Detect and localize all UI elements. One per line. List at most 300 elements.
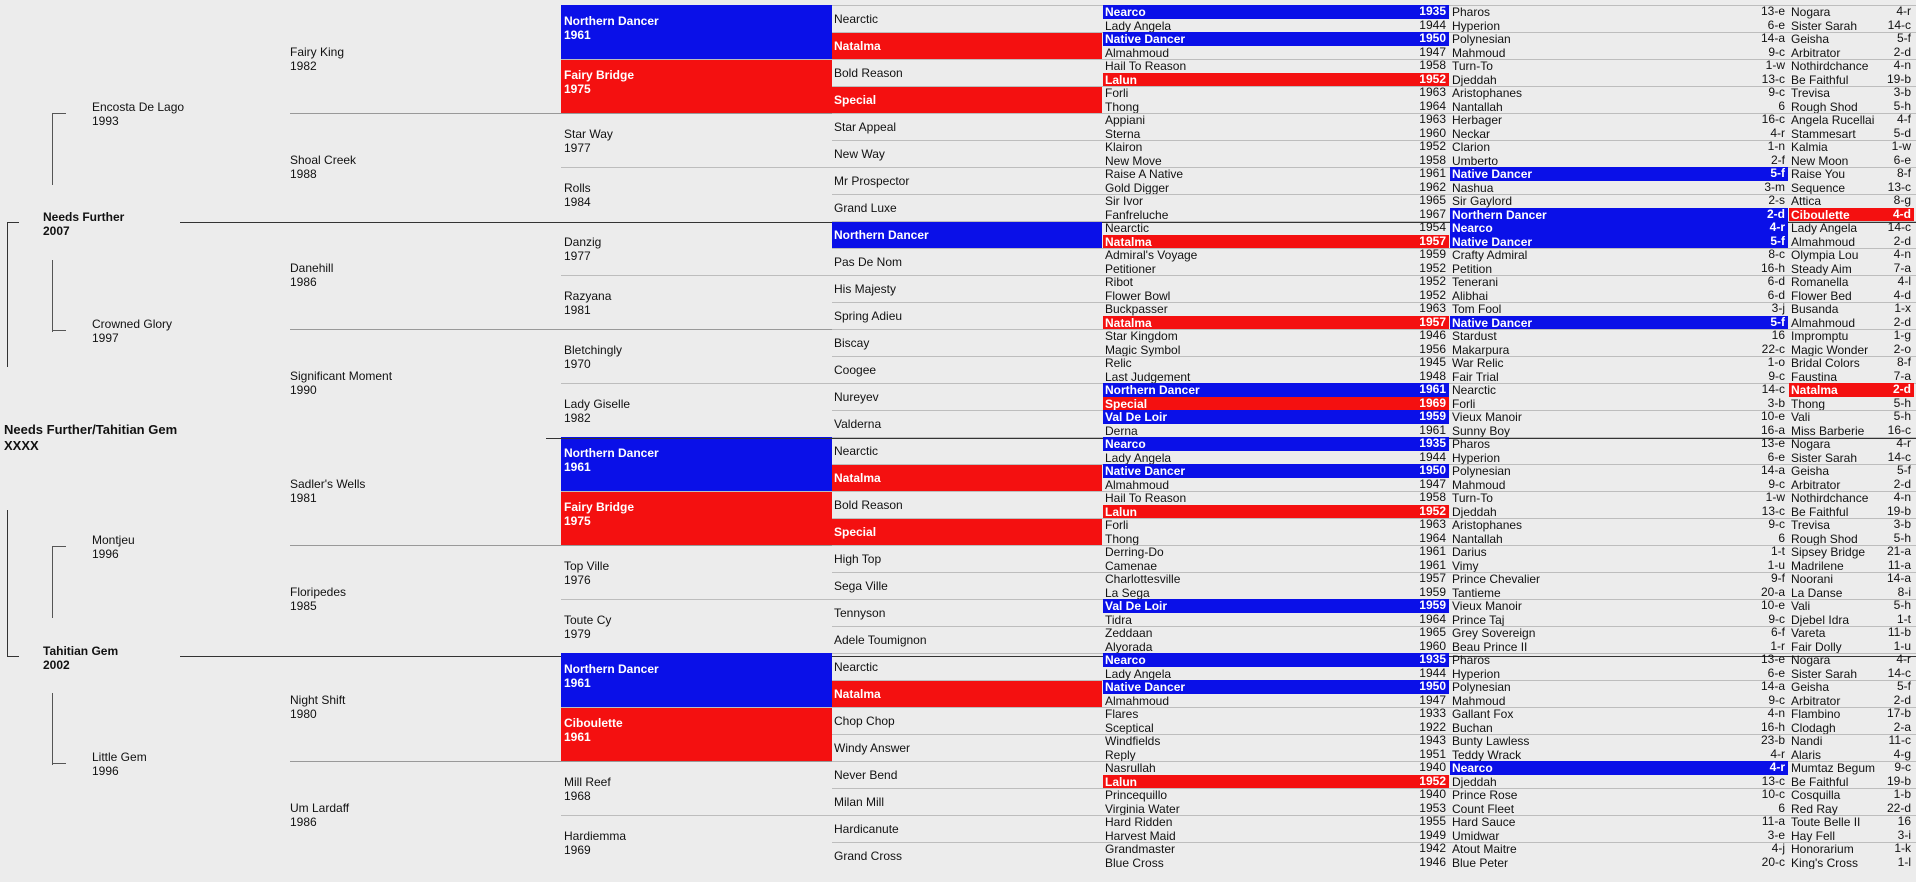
gen5-horse[interactable]: Tennyson — [834, 606, 886, 620]
horse-year: 1933 — [1419, 707, 1446, 720]
horse-name: Forli — [1105, 86, 1129, 100]
gen8-horse[interactable] — [1789, 721, 1914, 735]
gen5-horse[interactable]: Nearctic — [834, 444, 879, 458]
gen7-horse[interactable] — [1450, 545, 1788, 559]
gen7-horse[interactable] — [1450, 397, 1788, 411]
gen7-horse[interactable] — [1450, 572, 1788, 586]
gen8-horse[interactable] — [1789, 505, 1914, 519]
gen7-horse[interactable] — [1450, 640, 1788, 654]
gen8-horse[interactable] — [1789, 653, 1914, 667]
horse-name: Mahmoud — [1452, 693, 1506, 707]
gen5-horse[interactable]: Windy Answer — [834, 741, 911, 755]
gen7-horse[interactable] — [1450, 829, 1788, 843]
gen6-horse[interactable] — [1103, 478, 1449, 492]
gen6-horse[interactable] — [1103, 343, 1449, 357]
gen6-horse[interactable] — [1103, 302, 1449, 316]
gen3-horse[interactable] — [287, 153, 537, 183]
horse-name: Bletchingly — [564, 343, 623, 357]
gen2-horse[interactable] — [89, 533, 229, 563]
horse-name: Turn-To — [1452, 59, 1493, 73]
gen6-horse[interactable] — [1103, 788, 1449, 802]
gen7-horse[interactable] — [1450, 370, 1788, 384]
gen8-horse[interactable] — [1789, 586, 1914, 600]
gen7-horse[interactable] — [1450, 707, 1788, 721]
gen6-horse[interactable] — [1103, 464, 1449, 478]
gen7-horse[interactable] — [1450, 221, 1788, 235]
gen4-horse[interactable] — [561, 275, 832, 329]
gen7-horse[interactable] — [1450, 194, 1788, 208]
gen7-horse[interactable] — [1450, 113, 1788, 127]
horse-name: Djeddah — [1452, 774, 1497, 788]
gen6-horse[interactable] — [1103, 815, 1449, 829]
gen7-horse[interactable] — [1450, 464, 1788, 478]
gen7-horse[interactable] — [1450, 289, 1788, 303]
gen6-horse[interactable] — [1103, 383, 1449, 397]
gen4-horse[interactable] — [561, 113, 832, 167]
gen5-horse[interactable]: New Way — [834, 147, 885, 161]
gen8-horse[interactable] — [1789, 842, 1914, 856]
gen7-horse[interactable] — [1450, 680, 1788, 694]
gen4-horse[interactable] — [561, 221, 832, 275]
gen8-horse[interactable] — [1789, 86, 1914, 100]
gen5-horse[interactable]: Grand Cross — [834, 849, 903, 863]
gen6-horse[interactable] — [1103, 370, 1449, 384]
gen8-horse[interactable] — [1789, 329, 1914, 343]
gen6-horse[interactable] — [1103, 194, 1449, 208]
family-number: 5-f — [1896, 32, 1911, 45]
gen7-horse[interactable] — [1450, 235, 1788, 249]
gen7-horse[interactable] — [1450, 842, 1788, 856]
gen7-horse[interactable] — [1450, 167, 1788, 181]
gen5-horse[interactable]: Nearctic — [834, 660, 879, 674]
gen7-horse[interactable] — [1450, 451, 1788, 465]
gen6-horse[interactable] — [1103, 640, 1449, 654]
gen7-horse[interactable] — [1450, 73, 1788, 87]
gen8-horse[interactable] — [1789, 140, 1914, 154]
gen5-horse[interactable]: Nureyev — [834, 390, 879, 404]
gen6-horse[interactable] — [1103, 613, 1449, 627]
horse-name: Nearco — [1105, 5, 1146, 19]
gen8-horse[interactable] — [1789, 397, 1914, 411]
gen4-horse[interactable] — [561, 383, 832, 437]
gen8-horse[interactable] — [1789, 707, 1914, 721]
gen8-horse[interactable] — [1789, 748, 1914, 762]
gen7-horse[interactable] — [1450, 424, 1788, 438]
gen5-horse[interactable]: Biscay — [834, 336, 870, 350]
gen5-horse[interactable]: Valderna — [834, 417, 882, 431]
gen8-horse[interactable] — [1789, 248, 1914, 262]
gen5-horse[interactable]: Milan Mill — [834, 795, 885, 809]
gen6-horse[interactable] — [1103, 46, 1449, 60]
gen7-horse[interactable] — [1450, 154, 1788, 168]
gen7-horse[interactable] — [1450, 532, 1788, 546]
gen6-horse[interactable] — [1103, 599, 1449, 613]
gen5-horse[interactable]: Bold Reason — [834, 66, 903, 80]
gen7-horse[interactable] — [1450, 505, 1788, 519]
bracket-line — [52, 546, 66, 547]
gen6-horse[interactable] — [1103, 356, 1449, 370]
horse-name: Relic — [1105, 356, 1132, 370]
gen5-horse[interactable]: Coogee — [834, 363, 877, 377]
gen8-horse[interactable] — [1789, 410, 1914, 424]
gen8-horse[interactable] — [1789, 518, 1914, 532]
gen7-horse[interactable] — [1450, 46, 1788, 60]
gen6-horse[interactable] — [1103, 86, 1449, 100]
gen5-horse[interactable]: Bold Reason — [834, 498, 903, 512]
gen7-horse[interactable] — [1450, 721, 1788, 735]
gen8-horse[interactable] — [1789, 451, 1914, 465]
gen2-horse[interactable] — [89, 750, 229, 780]
gen7-horse[interactable] — [1450, 734, 1788, 748]
family-number: 4-r — [1769, 221, 1785, 234]
horse-name: Northern Dancer — [1105, 383, 1200, 397]
family-number: 22-c — [1761, 342, 1785, 356]
gen8-horse[interactable] — [1789, 667, 1914, 681]
gen8-horse[interactable] — [1789, 154, 1914, 168]
family-number: 5-h — [1893, 599, 1911, 612]
gen5-horse[interactable]: Special — [832, 86, 1102, 113]
gen4-horse[interactable] — [561, 653, 832, 707]
gen5-horse[interactable]: Pas De Nom — [834, 255, 903, 269]
gen7-horse[interactable] — [1450, 856, 1788, 870]
gen7-horse[interactable] — [1450, 248, 1788, 262]
gen7-horse[interactable] — [1450, 5, 1788, 19]
gen6-horse[interactable] — [1103, 532, 1449, 546]
gen8-horse[interactable] — [1789, 829, 1914, 843]
gen4-horse[interactable] — [561, 599, 832, 653]
gen8-horse[interactable] — [1789, 680, 1914, 694]
gen6-horse[interactable] — [1103, 140, 1449, 154]
gen8-horse[interactable] — [1789, 775, 1914, 789]
horse-name: Beau Prince II — [1452, 639, 1528, 653]
gen4-horse[interactable] — [561, 5, 832, 59]
gen6-horse[interactable] — [1103, 221, 1449, 235]
horse-year: 1952 — [1419, 275, 1446, 288]
gen7-horse[interactable] — [1450, 599, 1788, 613]
gen8-horse[interactable] — [1789, 59, 1914, 73]
gen6-horse[interactable] — [1103, 694, 1449, 708]
gen6-horse[interactable] — [1103, 680, 1449, 694]
gen6-horse[interactable] — [1103, 572, 1449, 586]
gen8-horse[interactable] — [1789, 640, 1914, 654]
gen7-horse[interactable] — [1450, 383, 1788, 397]
gen8-horse[interactable] — [1789, 289, 1914, 303]
gen7-horse[interactable] — [1450, 127, 1788, 141]
gen3-horse[interactable] — [287, 261, 537, 291]
gen8-horse[interactable] — [1789, 761, 1914, 775]
gen7-horse[interactable] — [1450, 613, 1788, 627]
gen4-horse[interactable] — [561, 815, 832, 869]
horse-name: Mumtaz Begum — [1791, 761, 1876, 775]
gen6-horse[interactable] — [1103, 32, 1449, 46]
gen6-horse[interactable] — [1103, 842, 1449, 856]
gen7-horse[interactable] — [1450, 302, 1788, 316]
gen7-horse[interactable] — [1450, 343, 1788, 357]
gen8-horse[interactable] — [1789, 100, 1914, 114]
gen6-horse[interactable] — [1103, 518, 1449, 532]
gen6-horse[interactable] — [1103, 59, 1449, 73]
horse-year: 1945 — [1419, 356, 1446, 369]
horse-name: Pharos — [1452, 653, 1491, 667]
gen7-horse[interactable] — [1450, 410, 1788, 424]
gen7-horse[interactable] — [1450, 140, 1788, 154]
gen3-horse[interactable] — [287, 693, 537, 723]
gen5-horse[interactable]: Grand Luxe — [834, 201, 897, 215]
horse-name: Lady Giselle — [564, 397, 631, 411]
gen7-horse[interactable] — [1450, 316, 1788, 330]
gen7-horse[interactable] — [1450, 775, 1788, 789]
family-number: 1-o — [1767, 356, 1785, 369]
gen3-horse[interactable] — [287, 45, 537, 75]
gen8-horse[interactable] — [1789, 694, 1914, 708]
gen8-horse[interactable] — [1789, 532, 1914, 546]
gen4-horse[interactable] — [561, 59, 832, 113]
family-number: 5-f — [1896, 680, 1911, 693]
gen7-horse[interactable] — [1450, 788, 1788, 802]
gen8-horse[interactable] — [1789, 113, 1914, 127]
gen7-horse[interactable] — [1450, 802, 1788, 816]
gen8-horse[interactable] — [1789, 127, 1914, 141]
horse-name: Vieux Manoir — [1452, 599, 1522, 613]
gen7-horse[interactable] — [1450, 491, 1788, 505]
gen5-horse[interactable]: Northern Dancer — [832, 221, 1102, 248]
gen5-horse[interactable]: High Top — [834, 552, 882, 566]
gen4-horse[interactable] — [561, 707, 832, 761]
gen3-horse[interactable] — [287, 801, 537, 831]
gen7-horse[interactable] — [1450, 100, 1788, 114]
horse-year: 1950 — [1419, 680, 1446, 693]
gen7-horse[interactable] — [1450, 59, 1788, 73]
gen7-horse[interactable] — [1450, 815, 1788, 829]
gen6-horse[interactable] — [1103, 545, 1449, 559]
gen6-horse[interactable] — [1103, 653, 1449, 667]
gen4-horse[interactable] — [561, 761, 832, 815]
gen5-horse[interactable]: Adele Toumignon — [834, 633, 927, 647]
gen8-horse[interactable] — [1789, 572, 1914, 586]
gen8-horse[interactable] — [1789, 46, 1914, 60]
gen7-horse[interactable] — [1450, 181, 1788, 195]
gen8-horse[interactable] — [1789, 491, 1914, 505]
gen6-horse[interactable] — [1103, 424, 1449, 438]
gen7-horse[interactable] — [1450, 262, 1788, 276]
gen8-horse[interactable] — [1789, 734, 1914, 748]
gen7-horse[interactable] — [1450, 559, 1788, 573]
gen7-horse[interactable] — [1450, 667, 1788, 681]
gen6-horse[interactable] — [1103, 410, 1449, 424]
gen6-horse[interactable] — [1103, 127, 1449, 141]
gen6-horse[interactable] — [1103, 491, 1449, 505]
gen8-horse[interactable] — [1789, 437, 1914, 451]
gen6-horse[interactable] — [1103, 397, 1449, 411]
gen7-horse[interactable] — [1450, 32, 1788, 46]
gen5-horse[interactable]: Star Appeal — [834, 120, 897, 134]
gen8-horse[interactable] — [1789, 559, 1914, 573]
gen8-horse[interactable] — [1789, 302, 1914, 316]
gen6-horse[interactable] — [1103, 316, 1449, 330]
gen6-horse[interactable] — [1103, 559, 1449, 573]
horse-name: Um Lardaff — [290, 801, 350, 815]
family-number: 1-t — [1896, 612, 1911, 626]
gen6-horse[interactable] — [1103, 856, 1449, 870]
gen8-horse[interactable] — [1789, 856, 1914, 870]
gen6-horse[interactable] — [1103, 5, 1449, 19]
gen6-horse[interactable] — [1103, 248, 1449, 262]
gen2-horse[interactable] — [89, 317, 229, 347]
family-number: 3-b — [1767, 396, 1785, 410]
gen6-horse[interactable] — [1103, 262, 1449, 276]
gen6-horse[interactable] — [1103, 667, 1449, 681]
gen7-horse[interactable] — [1450, 208, 1788, 222]
horse-name: Fairy King — [290, 45, 345, 59]
gen7-horse[interactable] — [1450, 356, 1788, 370]
horse-year: 1981 — [290, 491, 317, 505]
gen8-horse[interactable] — [1789, 181, 1914, 195]
gen7-horse[interactable] — [1450, 437, 1788, 451]
gen8-horse[interactable] — [1789, 73, 1914, 87]
horse-year: 1982 — [564, 411, 591, 425]
gen6-horse[interactable] — [1103, 113, 1449, 127]
gen6-horse[interactable] — [1103, 586, 1449, 600]
gen4-horse[interactable] — [561, 491, 832, 545]
gen8-horse[interactable] — [1789, 356, 1914, 370]
gen6-horse[interactable] — [1103, 707, 1449, 721]
gen8-horse[interactable] — [1789, 5, 1914, 19]
gen6-horse[interactable] — [1103, 19, 1449, 33]
gen6-horse[interactable] — [1103, 734, 1449, 748]
horse-year: 1984 — [564, 195, 591, 209]
gen8-horse[interactable] — [1789, 383, 1914, 397]
gen6-horse[interactable] — [1103, 208, 1449, 222]
gen6-horse[interactable] — [1103, 829, 1449, 843]
gen6-horse[interactable] — [1103, 802, 1449, 816]
horse-name: Olympia Lou — [1791, 248, 1859, 262]
gen8-horse[interactable] — [1789, 478, 1914, 492]
family-number: 4-r — [1896, 5, 1911, 18]
gen8-horse[interactable] — [1789, 221, 1914, 235]
gen6-horse[interactable] — [1103, 451, 1449, 465]
gen7-horse[interactable] — [1450, 761, 1788, 775]
gen8-horse[interactable] — [1789, 275, 1914, 289]
horse-name: Lady Angela — [1791, 221, 1858, 235]
gen7-horse[interactable] — [1450, 626, 1788, 640]
gen8-horse[interactable] — [1789, 167, 1914, 181]
horse-year: 1996 — [92, 547, 119, 561]
gen8-horse[interactable] — [1789, 316, 1914, 330]
gen8-horse[interactable] — [1789, 613, 1914, 627]
gen6-horse[interactable] — [1103, 437, 1449, 451]
gen6-horse[interactable] — [1103, 181, 1449, 195]
gen5-horse[interactable]: Hardicanute — [834, 822, 899, 836]
gen6-horse[interactable] — [1103, 775, 1449, 789]
gen1-horse[interactable] — [40, 210, 180, 240]
gen7-horse[interactable] — [1450, 329, 1788, 343]
gen6-horse[interactable] — [1103, 505, 1449, 519]
horse-name: Ciboulette — [564, 716, 623, 730]
family-number: 11-a — [1887, 558, 1911, 572]
gen7-horse[interactable] — [1450, 19, 1788, 33]
gen8-horse[interactable] — [1789, 32, 1914, 46]
gen8-horse[interactable] — [1789, 464, 1914, 478]
gen5-horse[interactable]: Spring Adieu — [834, 309, 903, 323]
gen7-horse[interactable] — [1450, 586, 1788, 600]
gen5-horse[interactable]: Natalma — [832, 32, 1102, 59]
family-number: 2-d — [1893, 477, 1911, 491]
gen8-horse[interactable] — [1789, 545, 1914, 559]
gen5-horse[interactable]: Nearctic — [834, 12, 879, 26]
gen6-horse[interactable] — [1103, 748, 1449, 762]
gen8-horse[interactable] — [1789, 424, 1914, 438]
gen8-horse[interactable] — [1789, 815, 1914, 829]
gen7-horse[interactable] — [1450, 748, 1788, 762]
subject-horse[interactable] — [4, 422, 204, 456]
gen6-horse[interactable] — [1103, 626, 1449, 640]
gen3-horse[interactable] — [287, 585, 537, 615]
gen6-horse[interactable] — [1103, 154, 1449, 168]
gen8-horse[interactable] — [1789, 208, 1914, 222]
gen5-horse[interactable]: Natalma — [832, 464, 1102, 491]
horse-year: 1979 — [564, 627, 591, 641]
gen8-horse[interactable] — [1789, 788, 1914, 802]
horse-year: 1986 — [290, 815, 317, 829]
gen6-horse[interactable] — [1103, 275, 1449, 289]
gen7-horse[interactable] — [1450, 275, 1788, 289]
gen7-horse[interactable] — [1450, 694, 1788, 708]
gen4-horse[interactable] — [561, 545, 832, 599]
gen6-horse[interactable] — [1103, 329, 1449, 343]
gen6-horse[interactable] — [1103, 73, 1449, 87]
gen8-horse[interactable] — [1789, 235, 1914, 249]
gen8-horse[interactable] — [1789, 802, 1914, 816]
gen5-horse[interactable]: Chop Chop — [834, 714, 895, 728]
gen6-horse[interactable] — [1103, 289, 1449, 303]
gen6-horse[interactable] — [1103, 167, 1449, 181]
gen8-horse[interactable] — [1789, 262, 1914, 276]
gen5-horse[interactable]: Natalma — [832, 680, 1102, 707]
gen8-horse[interactable] — [1789, 19, 1914, 33]
gen8-horse[interactable] — [1789, 626, 1914, 640]
gen4-horse[interactable] — [561, 167, 832, 221]
gen1-horse[interactable] — [40, 644, 180, 674]
gen8-horse[interactable] — [1789, 599, 1914, 613]
gen8-horse[interactable] — [1789, 343, 1914, 357]
gen7-horse[interactable] — [1450, 653, 1788, 667]
gen6-horse[interactable] — [1103, 235, 1449, 249]
horse-year: 1977 — [564, 141, 591, 155]
gen5-horse[interactable]: Never Bend — [834, 768, 898, 782]
gen2-horse[interactable] — [89, 100, 229, 130]
gen5-horse[interactable]: Sega Ville — [834, 579, 888, 593]
gen8-horse[interactable] — [1789, 194, 1914, 208]
family-number: 10-e — [1760, 410, 1785, 423]
horse-name: Lalun — [1105, 774, 1137, 788]
gen7-horse[interactable] — [1450, 478, 1788, 492]
gen6-horse[interactable] — [1103, 761, 1449, 775]
gen6-horse[interactable] — [1103, 721, 1449, 735]
gen5-horse[interactable]: Special — [832, 518, 1102, 545]
gen4-horse[interactable] — [561, 329, 832, 383]
gen7-horse[interactable] — [1450, 86, 1788, 100]
gen5-horse[interactable]: Mr Prospector — [834, 174, 910, 188]
horse-name: Polynesian — [1452, 464, 1511, 478]
gen3-horse[interactable] — [287, 369, 537, 399]
gen5-horse[interactable]: His Majesty — [834, 282, 897, 296]
horse-name: Floripedes — [290, 585, 347, 599]
gen8-horse[interactable] — [1789, 370, 1914, 384]
gen7-horse[interactable] — [1450, 518, 1788, 532]
gen4-horse[interactable] — [561, 437, 832, 491]
gen6-horse[interactable] — [1103, 100, 1449, 114]
gen3-horse[interactable] — [287, 477, 537, 507]
